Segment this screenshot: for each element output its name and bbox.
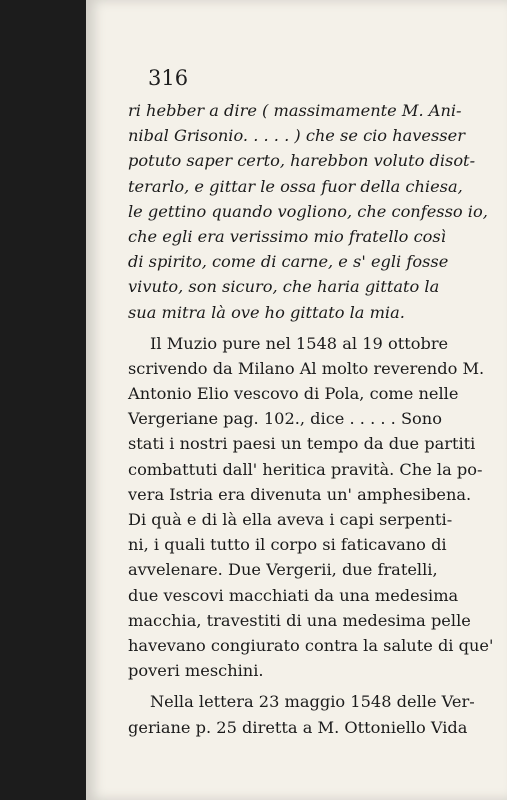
- paragraph-line: vera Istria era divenuta un' amphesibena.: [128, 484, 472, 504]
- quote-line: che egli era verissimo mio fratello così: [128, 226, 446, 246]
- page-number: 316: [148, 66, 189, 90]
- paragraph-line: Di quà e di là ella aveva i capi serpenti-: [128, 510, 453, 529]
- paragraph-line: macchia, travestiti di una medesima pelle: [128, 610, 471, 630]
- paragraph-line: combattuti dall' heritica pravità. Che la po-: [128, 459, 483, 479]
- paragraph-line: avvelenare. Due Vergerii, due fratelli,: [128, 560, 438, 580]
- paragraph-line: scrivendo da Milano Al molto reverendo M.: [128, 358, 485, 378]
- paragraph-line: Il Muzio pure nel 1548 al 19 ottobre: [150, 333, 449, 353]
- paragraph-line: ni, i quali tutto il corpo si faticavano di: [128, 535, 447, 555]
- quote-line: sua mitra là ove ho gittato la mia.: [128, 302, 405, 322]
- quote-line: vivuto, son sicuro, che haria gittato la: [128, 277, 440, 297]
- paragraph-lettera: [128, 689, 473, 739]
- paragraph-line: stati i nostri paesi un tempo da due partiti: [128, 434, 476, 454]
- paragraph-line: geriane p. 25 diretta a M. Ottoniello Vida: [128, 717, 468, 737]
- quote-line: terarlo, e gittar le ossa fuor della chiesa,: [128, 176, 463, 196]
- quote-line: di spirito, come di carne, e s' egli fosse: [128, 252, 449, 272]
- quote-line: le gettino quando vogliono, che confesso io,: [128, 201, 488, 221]
- paragraph-line: due vescovi macchiati da una medesima: [128, 585, 459, 605]
- paragraph-line: Vergeriane pag. 102., dice . . . . . Sono: [128, 409, 442, 429]
- quote-line: nibal Grisonio. . . . . ) che se cio havesser: [128, 126, 465, 146]
- paragraph-line: havevano congiurato contra la salute di que': [128, 635, 494, 655]
- paragraph-line: Antonio Elio vescovo di Pola, come nelle: [128, 384, 459, 404]
- quote-line: ri hebber a dire ( massimamente M. Ani-: [128, 101, 462, 120]
- quote-line: potuto saper certo, harebbon voluto disot-: [128, 151, 476, 171]
- page-text: [128, 98, 494, 740]
- paragraph-line: poveri meschini.: [128, 661, 264, 681]
- paragraph-muzio: [128, 331, 494, 684]
- quote-block: [128, 98, 488, 325]
- paragraph-line: Nella lettera 23 maggio 1548 delle Ver-: [150, 692, 475, 712]
